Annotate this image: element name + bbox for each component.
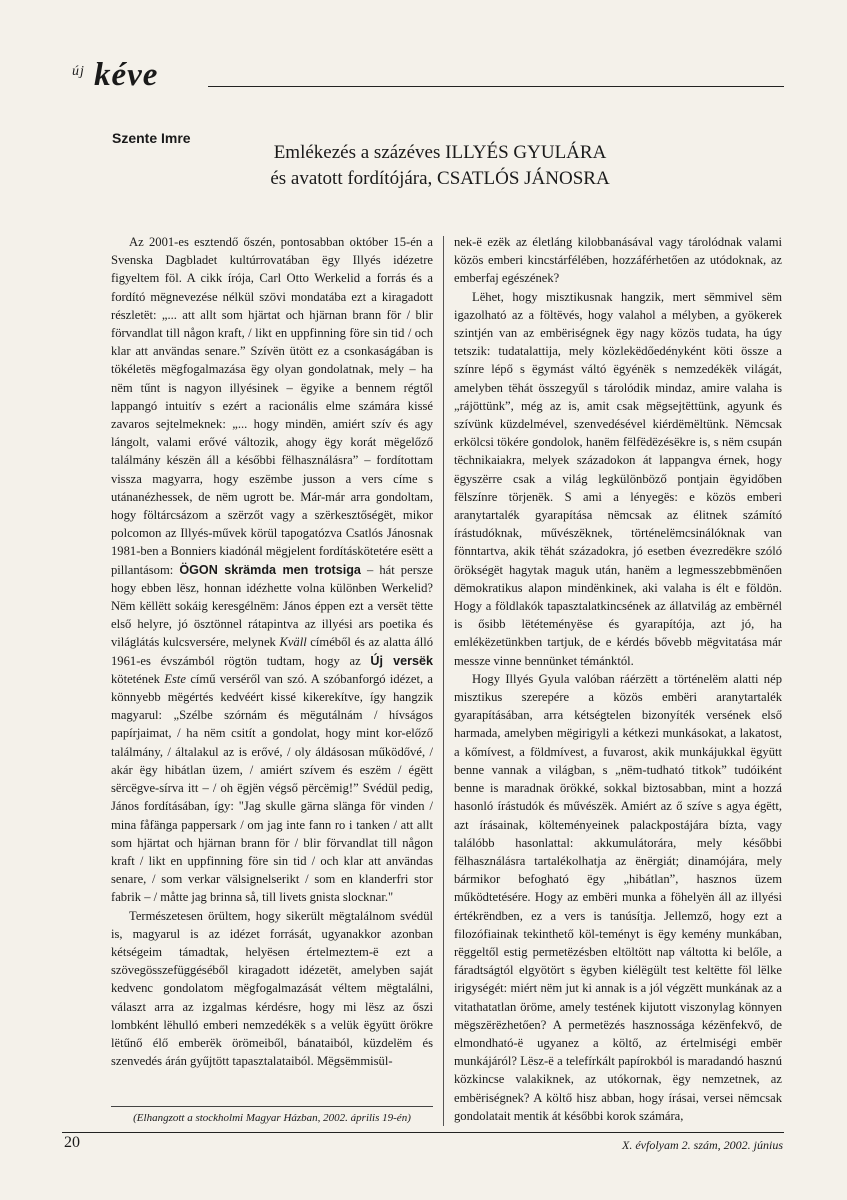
column-divider (443, 236, 444, 1126)
footnote-rule (111, 1106, 433, 1107)
article-title (112, 140, 758, 192)
right-paragraph-2: Lëhet, hogy misztikusnak hangzik, mert sëmmivel sëm igazolható az a föltëvés, hogy valahol a mélyben, a gyökerek szintjén van az embëriségnek ëgy nagy közös tudata, ha úgy tetszik: tudatalattija, mely közlekëdőedényként köti össze a színre lépő s ëgymást váltó ëgyénëk s nemzedékëk világát, amelyben tëhát összegyűl s tárolódik mindaz, amire valaha is „rájöttünk”, még az is, amit csak mëgsejtëttünk, agyunk és szívünk küzdelmével, szenvedésével kiérdëmëltünk. Nëmcsak erkölcsi tökére gondolok, hanëm fëlfëdëzésëkre is, s nëm csupán tëchnikaiakra, melyek századokon át lappangva érnek, hogy ëgyszërre csak a világ legkülönböző pontjain ëgyidőben fëlszínre törjenëk. S ami a lényegës: e közös emberi aranytartalék gyarapítása nëmcsak az élitnek számító írástudóknak, művészëknek, történelëmcsinálóknak van fönntartva, akik tëhát századokra, jó esetben évezredëkre szóló örökségët hagytak maguk után, hanëm a legmesszebbmënően dëmokratikus alapon mindënkinek, aki valaha is élt e földön. Hogy a földlakók tapasztalatkincsének az állatvilág az embërnél is ősibb lëtéteményëse és gyarapítója, azt jó, ha emlékëzetünkben tartjuk, de e kérdés bővebb mëgvitatása már messze vinne bennünket témánktól. (454, 289, 782, 668)
footer-rule (62, 1132, 784, 1133)
right-paragraph-3: Hogy Illyés Gyula valóban ráérzëtt a történelëm alatti nép misztikus szerepére a közös embëri aranytartalék gyarapításában, arra kétségtelen bizonyíték versének első harmada, amelyben mëgirigyli a kétkezi munkásokat, a lakatost, a kőmívest, a földmívest, a fuvarost, akik munkájukkal ëgyütt benne vannak a világban, s „nëm-tudható titkok” tudóiként benne is maradnak örökké, sokkal biztosabban, mint a hozzá hasonló írástudók és művészëk. Amiért az ő szíve s agya égëtt, azt írásainak, költeményeinek palackpostájára bízta, vagy találóbb hasonlattal: akkumulátorára, mely későbbi fëlhasználásra tartalékolhatja az ënërgiát; dinamójára, mely bármikor befogható ëgy „hibátlan”, hasznos üzem működtetésére. Hogy az embëri munka a föhelyën áll az illyési értékrëndben, ez a vers is tanúsítja. Jellemző, hogy ezt a filozófiainak tekinthető köl-teményt is ëgy kemény munkában, rëggeltől estig permetëzésben eltöltött nap váltotta ki belőle, a fáradtságtól elgyötört s ëgyben kiélëgült test keltëtte föl lëlke irigységét: miért nëm jut ki annak is a jól végzëtt munkának az a vitathatatlan öröme, amely testének kijutott viszonylag könnyen mëgszërëzhetően? A permetëzés hasznossága kézënfekvő, de elmondható-ë ugyanez a költő, az értelmiségi embër munkájáról? Lësz-ë a telefírkált papírokból is maradandó hasznú közkincse valakiknek, az utókornak, ëgy nemzetnek, az embëriségnek? A költő hisz abban, hogy írásai, versei nëmcsak gondolatait mentik át későbbi korok számára, (454, 671, 782, 1123)
article-title-line1: Emlékezés a százéves ILLYÉS GYULÁRA (273, 142, 607, 163)
left-paragraph-2: Természetesen örültem, hogy sikerült mëgtalálnom svédül is, magyarul is az idézet forrását, ugyanakkor azonban kétségeim támadtak, helyësen értelmeztem-ë ezt a szövegösszefüggéséből kiragadott idézetët, amelyben saját kedvenc gondolatom mëgfogalmazását véltem mëgtalálni, választ arra az izgalmas kérdésre, hogy mi lësz az őszi lombként lëhulló emberi nemzedékëk s a velük ëgyütt örökre lëtűnő élő emberëk örömeiből, bánataiból, küzdelëm és szenvedés árán gyűjtött tapasztalataiból. Mëgsëmmisül- (111, 908, 433, 1069)
book-title-uj-versek: Új versëk (370, 653, 433, 668)
right-paragraph-1: nek-ë ezëk az életláng kilobbanásával vagy tárolódnak valami közös emberi kincstárfélében, hozzáférhetően az utódoknak, az emberfaj egészének? (454, 235, 782, 286)
masthead-prefix: új (72, 64, 85, 79)
left-paragraph-1 (111, 233, 433, 907)
text-run: című verséről van szó. A szóbanforgó idézet, a könnyebb mëgértés kedvéért kissé kikerekítve, így hangzik magyarul: „Szélbe szórnám és mëgutálnám / hívságos papírjaimat, / ha nëm csitít a gondolat, hogy mint kor-előző találmány, / általakul az is erővé, / oly áldásosan működővé, / akár ëgy hibátlan üzem, / amiért szívem és eszëm / égëtt sërcëgve-sírva itt – / oh ëgjën végső përcëmig!” Svédül pedig, János fordításában, így: "Jag skulle gärna slänga för vinden / mina fåfänga pappersark / om jag inte fann ro i tanken / att allt som hjärtat och hjärnan brann för / blir förvandlat till någon kraft / likt en uppfinning före sin tid / och klar att användas senare, / som verkar välsignelserikt / som en klanderfri stor fabrik – / måtte jag brinna så, till livets gnista slocknar." (111, 671, 434, 905)
text-run: kötetének (111, 671, 165, 686)
right-column (454, 233, 782, 1125)
masthead-logo: kéve (94, 57, 159, 93)
text-run: Az 2001-es esztendő őszén, pontosabban október 15-én a Svenska Dagbladet kultúrrovatában ëgy Illyés idézetre figyeltem föl. A cikk írója, Carl Otto Werkelid a forrás és a fordító mëgnevezése nélkül szövi mondatába ezt a kiragadott részletët: „... att allt som hjärtat och hjärnan brann för / blir förvandlat till någon kraft, / likt en uppfinning före sin tid / och klar att användas senare.” Szívën ütött ez a csonkaságában is tökéletës mëgfogalmazása ëgy olyan gondolatnak, mely – ha nëm tűnt is nagyon illyésinek – ëgyike a bennem régtől lappangó intuitív s ezért a racionális elme számára kissé zavaros sejtelmeknek: „... hogy mindën, amiért szív és agy lángolt, valami erővé változik, ahogy ëgy korát mëgelőző találmány készën áll a későbbi fëlhasználásra” – fordítottam vissza magyarra, hogy eszëmbe jusson a vers címe s utánanézhessek, de nëm ugrott be. Már-már arra gondoltam, hogy föltárcsázom a szërzőt vagy a szërkesztőségët, mikor polcomon az Illyés-művek körül tapogatózva Csatlós Jánosnak 1981-ben a Bonniers kiadónál mëgjelent fordításkötetére esëtt a pillantásom: (111, 235, 433, 577)
poem-title-kvall: Kväll (279, 635, 307, 650)
issue-info: X. évfolyam 2. szám, 2002. június (622, 1138, 783, 1152)
masthead-rule (208, 86, 784, 87)
text-run: címéből és az alatta álló 1961-es évszámból rögtön tudtam, hogy az (111, 635, 433, 668)
page-number: 20 (64, 1134, 80, 1151)
text-run: – hát persze hogy ebben lësz, honnan idézhette volna különben Werkelid? Nëm këllëtt sokáig keresgélnëm: János éppen ezt a versët tëtte első helyre, jó ösztönnel rátapintva az illyési ars poetika és világlátás kulcsversére, melynek (111, 562, 433, 650)
left-column (111, 233, 433, 1070)
article-author: Szente Imre (112, 130, 191, 146)
article-title-line2: és avatott fordítójára, CSATLÓS JÁNOSRA (270, 168, 610, 189)
book-title: ÖGON skrämda men trotsiga (179, 562, 361, 577)
footnote: (Elhangzott a stockholmi Magyar Házban, 2002. április 19-én) (133, 1112, 411, 1124)
poem-title-este: Este (164, 671, 186, 686)
masthead (72, 58, 784, 98)
